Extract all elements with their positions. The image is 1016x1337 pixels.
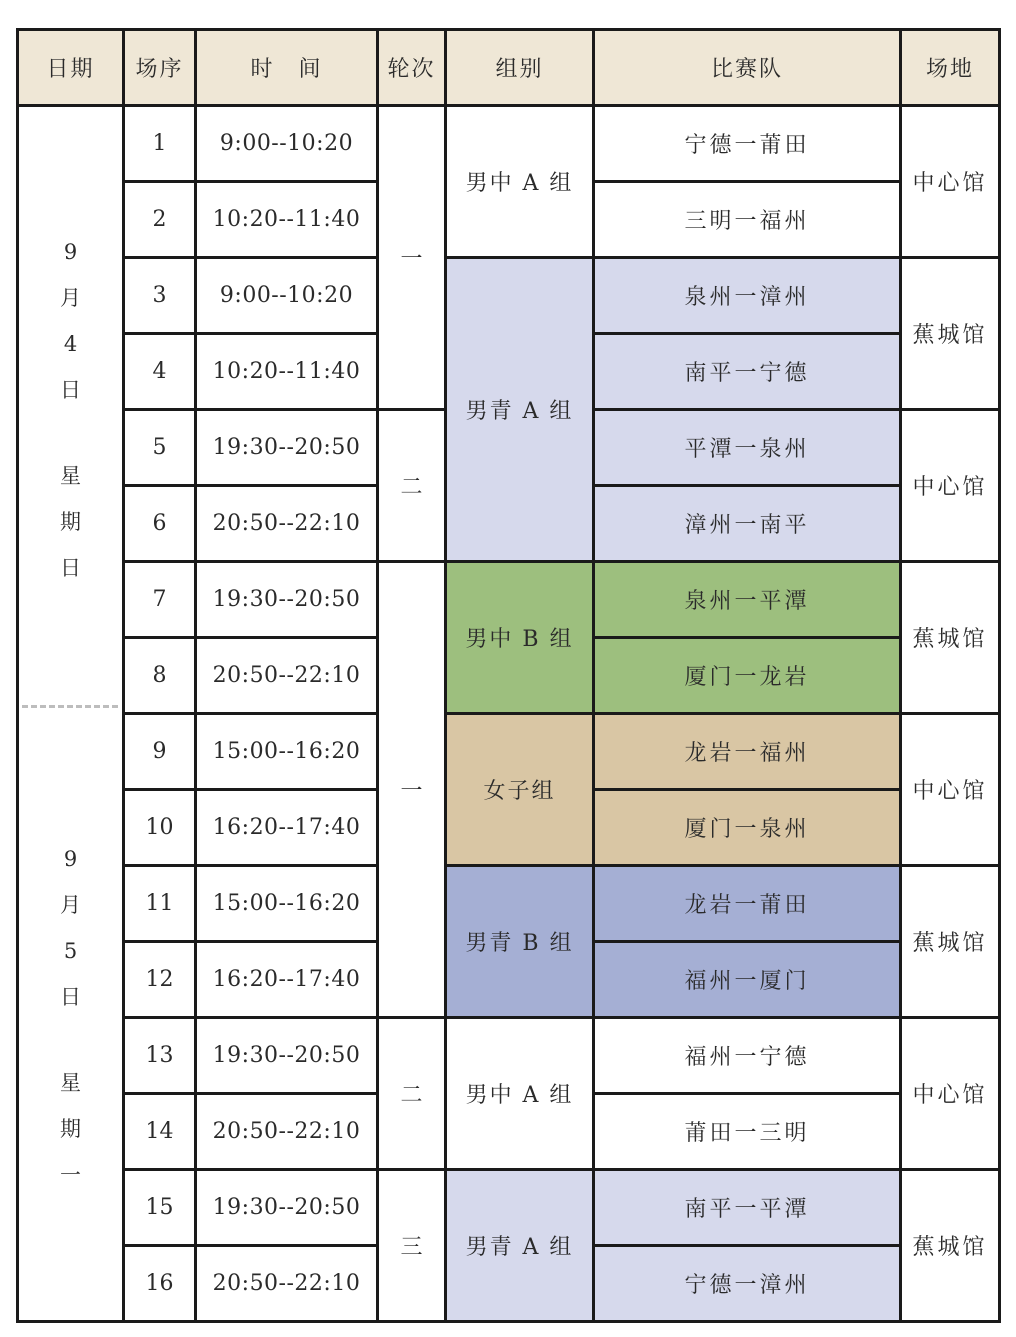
match-time: 10:20--11:40 [196,182,378,258]
group-cell: 男青 A 组 [446,1170,594,1322]
match-teams: 厦门一龙岩 [594,638,901,714]
round-cell: 三 [378,1170,446,1322]
venue-cell: 中心馆 [901,714,1000,866]
venue-cell: 中心馆 [901,106,1000,258]
match-time: 16:20--17:40 [196,942,378,1018]
venue-cell: 中心馆 [901,410,1000,562]
match-number: 11 [124,866,196,942]
match-teams: 龙岩一福州 [594,714,901,790]
header-venue: 场地 [901,30,1000,106]
group-cell: 男中 A 组 [446,106,594,258]
group-cell: 男中 B 组 [446,562,594,714]
match-teams: 莆田一三明 [594,1094,901,1170]
weekday-char: 星 [60,1070,81,1095]
schedule-table [16,28,1001,1323]
match-teams: 龙岩一莆田 [594,866,901,942]
round-cell: 一 [378,106,446,410]
match-teams: 福州一宁德 [594,1018,901,1094]
match-number: 13 [124,1018,196,1094]
match-number: 9 [124,714,196,790]
match-number: 2 [124,182,196,258]
date-char: 月 [60,286,81,311]
round-cell: 二 [378,1018,446,1170]
match-time: 15:00--16:20 [196,866,378,942]
weekday-char: 星 [60,464,81,489]
date-char: 4 [63,332,78,357]
match-time: 10:20--11:40 [196,334,378,410]
match-number: 10 [124,790,196,866]
header-teams: 比赛队 [594,30,901,106]
match-teams: 厦门一泉州 [594,790,901,866]
match-teams: 泉州一平潭 [594,562,901,638]
match-time: 15:00--16:20 [196,714,378,790]
group-cell: 男中 A 组 [446,1018,594,1170]
venue-cell: 蕉城馆 [901,258,1000,410]
table-row [18,562,1000,638]
match-time: 20:50--22:10 [196,638,378,714]
match-number: 5 [124,410,196,486]
group-cell: 男青 A 组 [446,258,594,562]
date-cell [18,714,124,1322]
match-teams: 漳州一南平 [594,486,901,562]
header-date: 日期 [18,30,124,106]
date-char: 5 [63,938,78,963]
match-number: 6 [124,486,196,562]
table-row [18,106,1000,182]
match-teams: 南平一宁德 [594,334,901,410]
match-time: 9:00--10:20 [196,258,378,334]
venue-cell: 中心馆 [901,1018,1000,1170]
match-time: 19:30--20:50 [196,410,378,486]
match-number: 8 [124,638,196,714]
match-time: 16:20--17:40 [196,790,378,866]
match-time: 19:30--20:50 [196,1018,378,1094]
group-cell: 男青 B 组 [446,866,594,1018]
header-group: 组别 [446,30,594,106]
table-row [18,258,1000,334]
match-time: 20:50--22:10 [196,1246,378,1322]
match-number: 7 [124,562,196,638]
match-teams: 宁德一漳州 [594,1246,901,1322]
table-row [18,1170,1000,1246]
match-teams: 福州一厦门 [594,942,901,1018]
match-time: 19:30--20:50 [196,1170,378,1246]
table-row [18,1018,1000,1094]
header-match-no: 场序 [124,30,196,106]
round-cell: 二 [378,410,446,562]
table-row [18,866,1000,942]
match-teams: 宁德一莆田 [594,106,901,182]
date-char: 9 [63,846,78,871]
header-time: 时 间 [196,30,378,106]
match-number: 15 [124,1170,196,1246]
table-row [18,714,1000,790]
weekday-char: 一 [60,1162,81,1187]
match-time: 20:50--22:10 [196,1094,378,1170]
match-number: 1 [124,106,196,182]
match-number: 3 [124,258,196,334]
header-round: 轮次 [378,30,446,106]
match-number: 16 [124,1246,196,1322]
venue-cell: 蕉城馆 [901,562,1000,714]
date-char: 9 [63,240,78,265]
date-char: 日 [60,984,81,1009]
date-divider [22,705,118,708]
match-teams: 泉州一漳州 [594,258,901,334]
match-teams: 三明一福州 [594,182,901,258]
match-time: 20:50--22:10 [196,486,378,562]
date-cell [18,106,124,714]
venue-cell: 蕉城馆 [901,1170,1000,1322]
match-number: 4 [124,334,196,410]
match-teams: 南平一平潭 [594,1170,901,1246]
spacer [19,413,122,453]
header-row [18,30,1000,106]
date-char: 日 [60,378,81,403]
round-cell: 一 [378,562,446,1018]
weekday-char: 日 [60,556,81,581]
venue-cell: 蕉城馆 [901,866,1000,1018]
spacer [19,1020,122,1060]
match-teams: 平潭一泉州 [594,410,901,486]
group-cell: 女子组 [446,714,594,866]
match-time: 9:00--10:20 [196,106,378,182]
match-time: 19:30--20:50 [196,562,378,638]
weekday-char: 期 [60,510,81,535]
weekday-char: 期 [60,1116,81,1141]
date-char: 月 [60,892,81,917]
match-number: 12 [124,942,196,1018]
match-number: 14 [124,1094,196,1170]
